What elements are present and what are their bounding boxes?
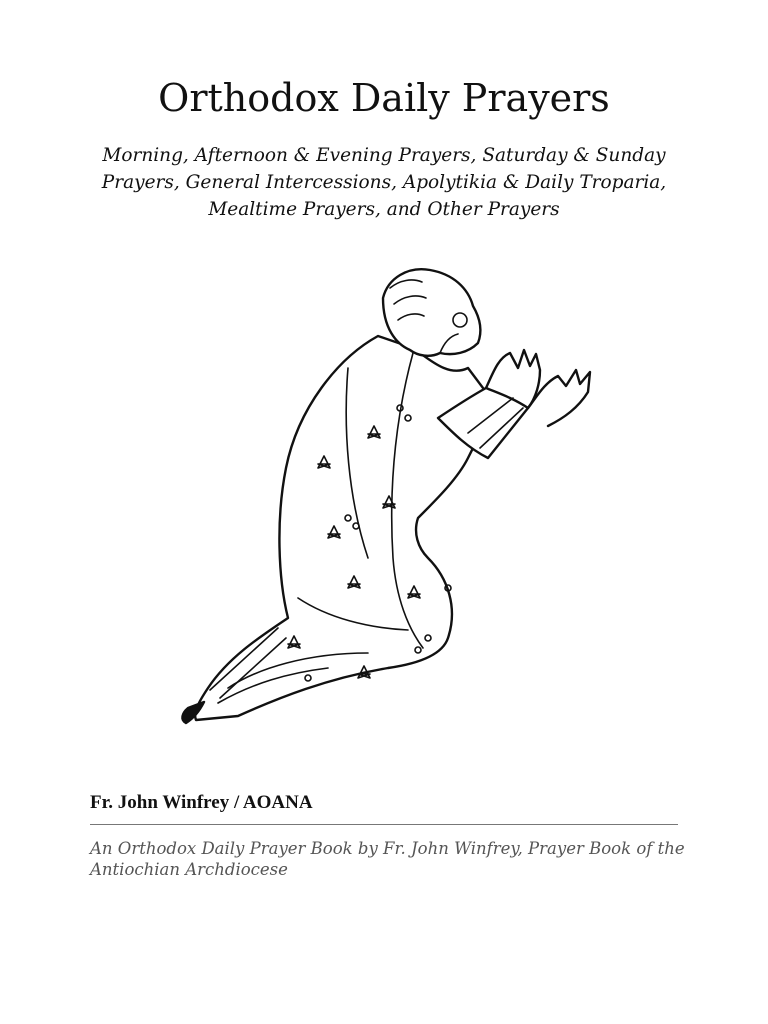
document-title: Orthodox Daily Prayers xyxy=(158,76,610,120)
section-divider xyxy=(90,824,678,825)
document-subtitle: Morning, Afternoon & Evening Prayers, Saturday & Sunday Prayers, General Intercessions, Apolytikia & Daily Troparia, Mealtime Prayers, and Other Prayers xyxy=(101,145,667,220)
kneeling-praying-figure-icon xyxy=(168,258,600,728)
document-author: Fr. John Winfrey / AOANA xyxy=(90,792,313,813)
document-description: An Orthodox Daily Prayer Book by Fr. John Winfrey, Prayer Book of the Antiochian Archdiocese xyxy=(90,839,685,879)
